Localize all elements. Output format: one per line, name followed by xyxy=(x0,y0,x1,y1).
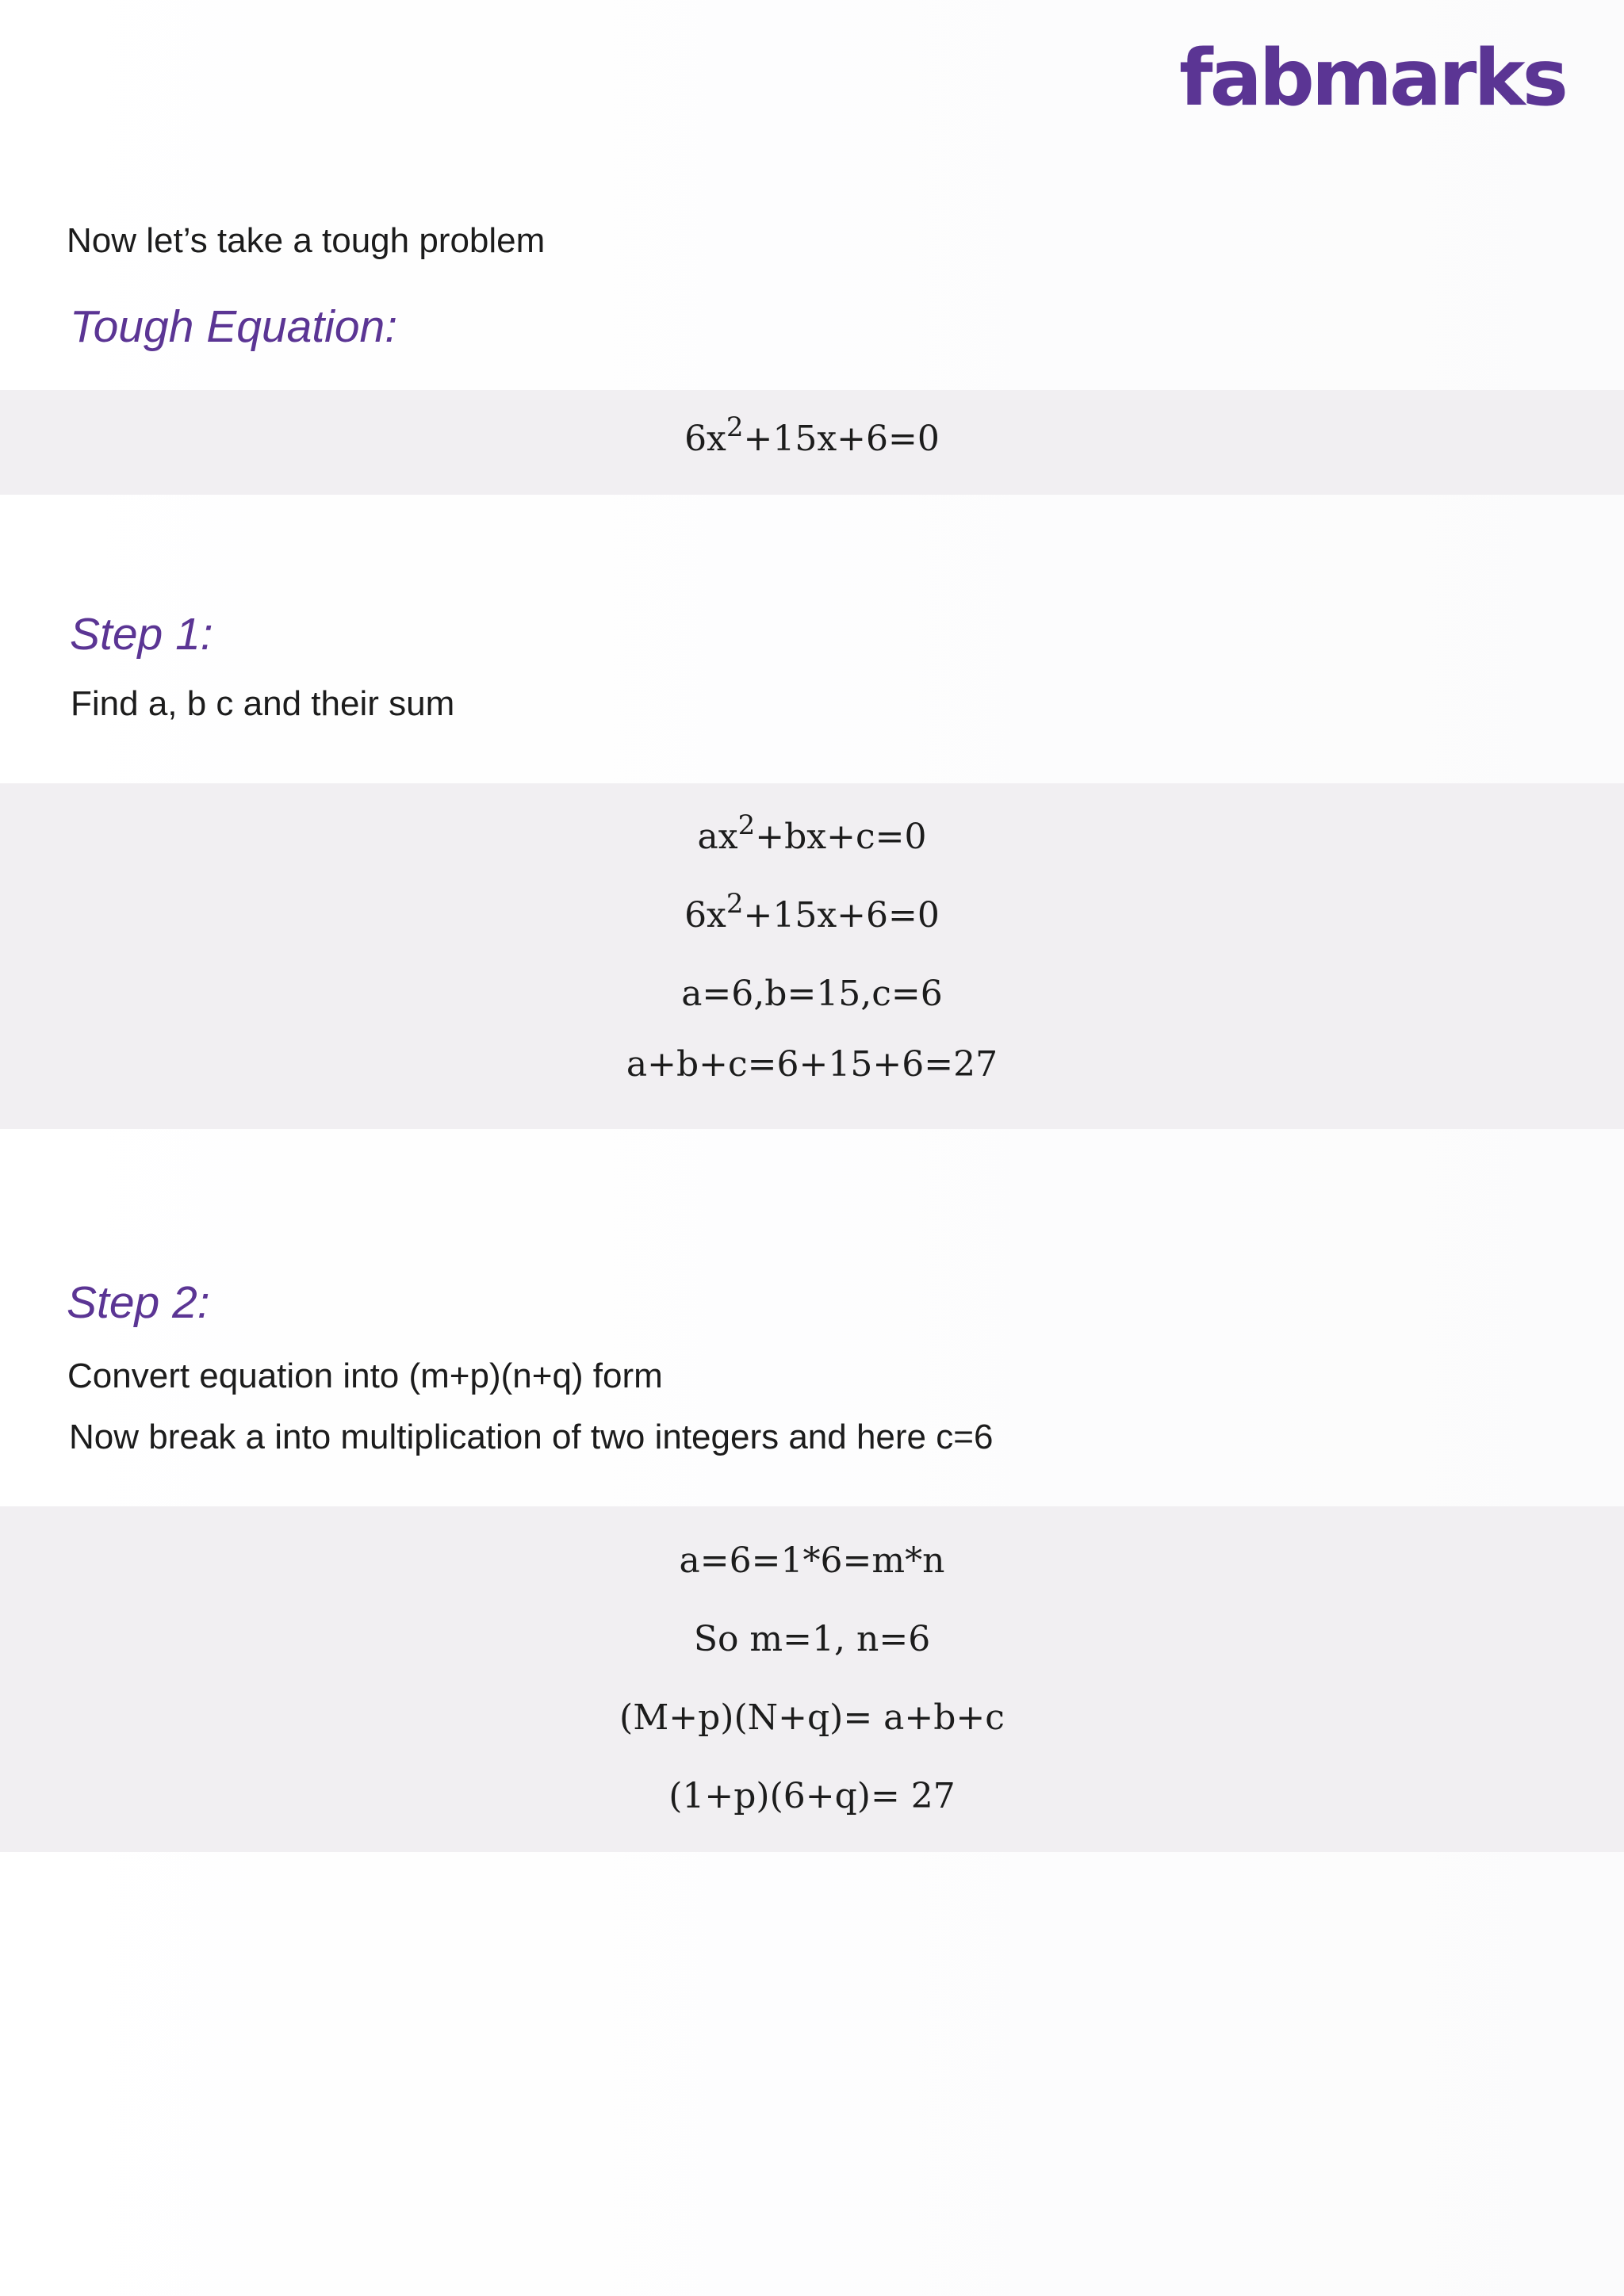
step2-text-2: Now break a into multiplication of two integers and here c=6 xyxy=(69,1418,994,1456)
step1-eq2-rest: +15x+6=0 xyxy=(743,895,940,936)
tough-equation-rest: +15x+6=0 xyxy=(743,419,940,459)
step2-equation-4: (1+p)(6+q)= 27 xyxy=(668,1776,956,1816)
tough-equation-heading: Tough Equation: xyxy=(70,301,398,352)
step1-heading: Step 1: xyxy=(70,609,213,660)
step2-equation-1: a=6=1*6=m*n xyxy=(679,1540,945,1581)
step1-eq2-exponent: 2 xyxy=(726,888,744,920)
step1-equation-specific xyxy=(0,888,1624,936)
tough-equation-exponent: 2 xyxy=(726,411,744,443)
step1-eq1-base: ax xyxy=(697,817,738,857)
step1-text: Find a, b c and their sum xyxy=(71,684,455,723)
step1-eq1-rest: +bx+c=0 xyxy=(755,817,927,857)
step1-coefficients: a=6,b=15,c=6 xyxy=(681,974,943,1014)
tough-equation xyxy=(0,411,1624,459)
step2-equation-3: (M+p)(N+q)= a+b+c xyxy=(619,1697,1005,1738)
step2-equation-2: So m=1, n=6 xyxy=(693,1619,931,1659)
step1-equation-general xyxy=(0,809,1624,857)
step2-heading: Step 2: xyxy=(67,1277,210,1328)
step1-eq1-exponent: 2 xyxy=(737,809,756,841)
fabmarks-logo: fabmarks xyxy=(1179,33,1565,124)
step2-text-1: Convert equation into (m+p)(n+q) form xyxy=(67,1357,663,1395)
intro-text: Now let’s take a tough problem xyxy=(67,221,546,260)
tough-equation-base: 6x xyxy=(684,419,726,459)
step1-sum: a+b+c=6+15+6=27 xyxy=(626,1044,998,1085)
step1-eq2-base: 6x xyxy=(684,895,726,936)
